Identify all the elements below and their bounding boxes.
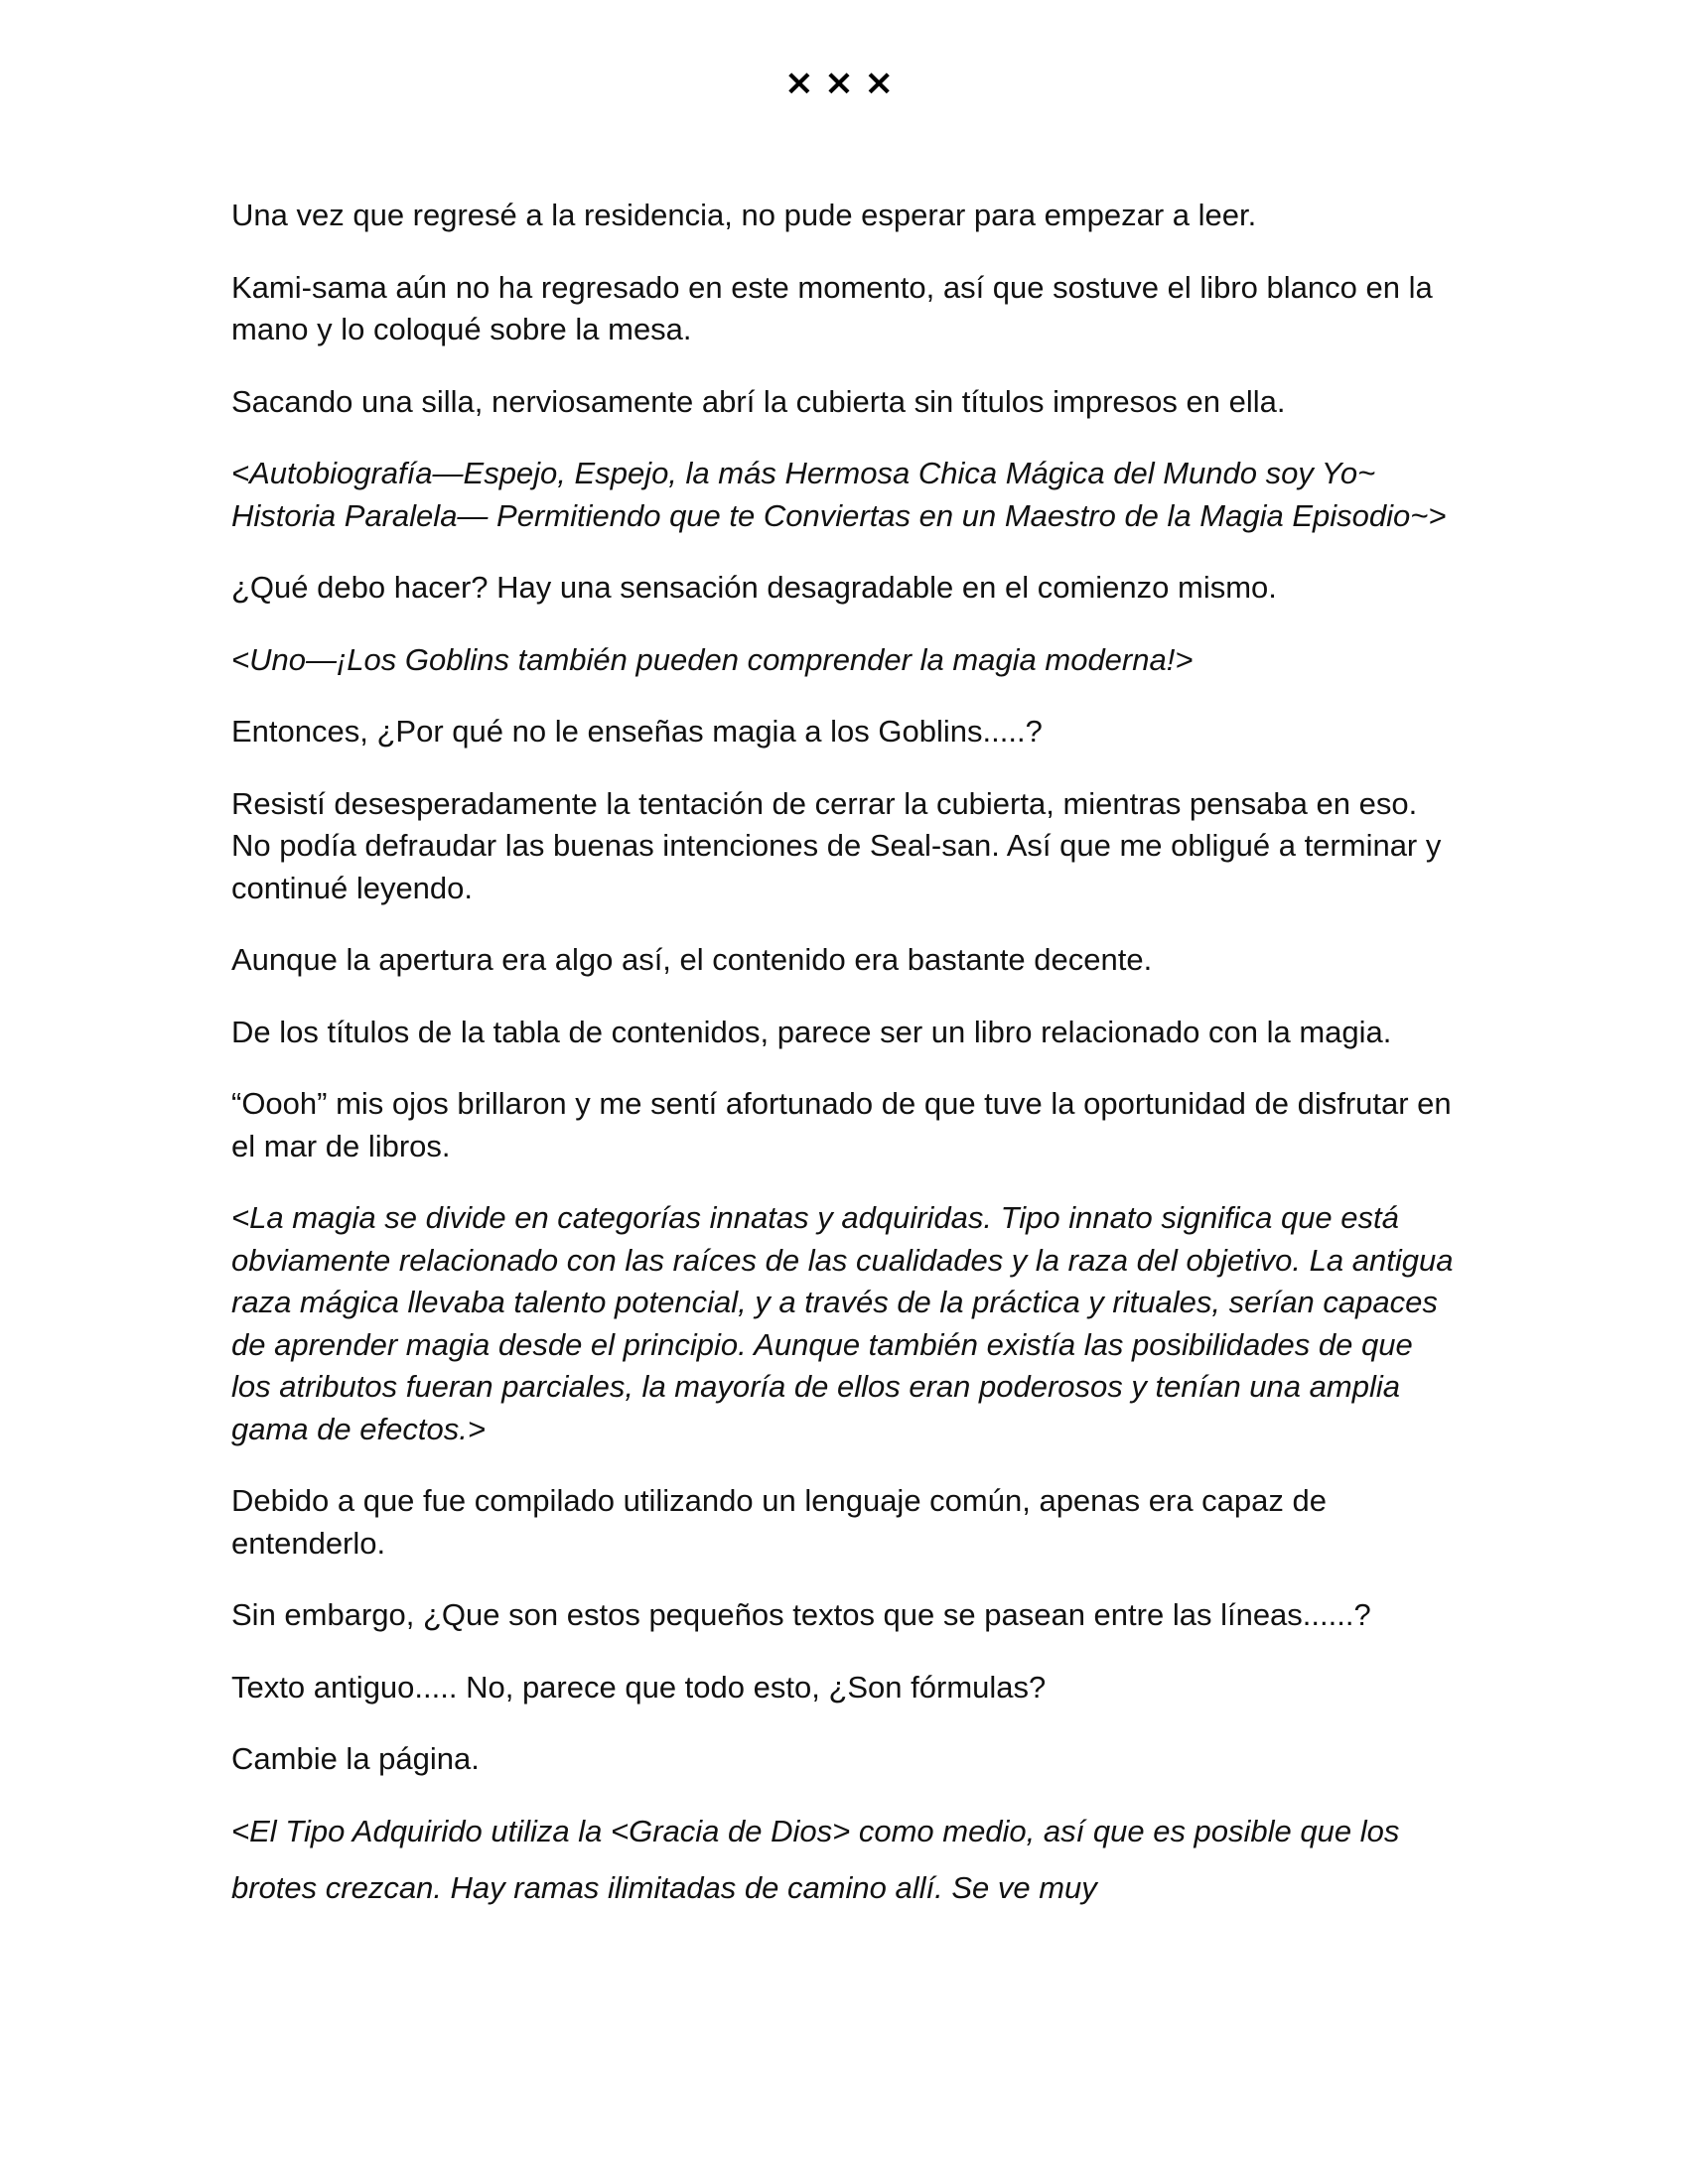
paragraph: Resistí desesperadamente la tentación de cerrar la cubierta, mientras pensaba en eso. No podía defraudar las buenas intenciones de Seal-san. Así que me obligué a terminar y continué leyendo. [231,785,1442,905]
book-title-quote: <Autobiografía—Espejo, Espejo, la más Hermosa Chica Mágica del Mundo soy Yo~ Historia Paralela— Permitiendo que te Conviertas en un Maestro de la Magia Episodio~> [231,456,1447,533]
paragraph: Entonces, ¿Por qué no le enseñas magia a los Goblins.....? [231,714,1043,749]
paragraph: Sin embargo, ¿Que son estos pequeños textos que se pasean entre las líneas......? [231,1597,1371,1632]
paragraph: Kami-sama aún no ha regresado en este momento, así que sostuve el libro blanco en la mano y lo coloqué sobre la mesa. [231,269,1433,346]
paragraph: Texto antiguo..... No, parece que todo esto, ¿Son fórmulas? [231,1669,1047,1705]
separator-marks: ××× [783,63,905,103]
chapter-title-quote: <Uno—¡Los Goblins también pueden comprender la magia moderna!> [231,641,1194,677]
paragraph: Cambie la página. [231,1741,480,1776]
book-excerpt-quote: <La magia se divide en categorías innatas y adquiridas. Tipo innato significa que está obviamente relacionado con las raíces de las cualidades y la raza del objetivo. La antigua raza mágica llevaba talento potencial, y a través de la práctica y rituales, serían capaces de aprender magia desde el principio. Aunque también existía las posibilidades de que los atributos fueran parciales, la mayoría de ellos eran poderosos y tenían una amplia gama de efectos.> [231,1200,1454,1446]
paragraph: Una vez que regresé a la residencia, no pude esperar para empezar a leer. [231,198,1257,232]
document-body [231,195,1458,1946]
section-separator [0,62,1688,105]
paragraph: De los títulos de la tabla de contenidos, parece ser un libro relacionado con la magia. [231,1014,1392,1049]
paragraph: Debido a que fue compilado utilizando un lenguaje común, apenas era capaz de entenderlo. [231,1483,1327,1561]
paragraph: “Oooh” mis ojos brillaron y me sentí afortunado de que tuve la oportunidad de disfrutar en el mar de libros. [231,1086,1452,1163]
paragraph: Sacando una silla, nerviosamente abrí la cubierta sin títulos impresos en ella. [231,383,1286,419]
paragraph: ¿Qué debo hacer? Hay una sensación desagradable en el comienzo mismo. [231,570,1277,605]
book-excerpt-quote: <El Tipo Adquirido utiliza la <Gracia de Dios> como medio, así que es posible que los brotes crezcan. Hay ramas ilimitadas de camino allí. Se ve muy [231,1813,1400,1905]
paragraph: Aunque la apertura era algo así, el contenido era bastante decente. [231,942,1153,977]
